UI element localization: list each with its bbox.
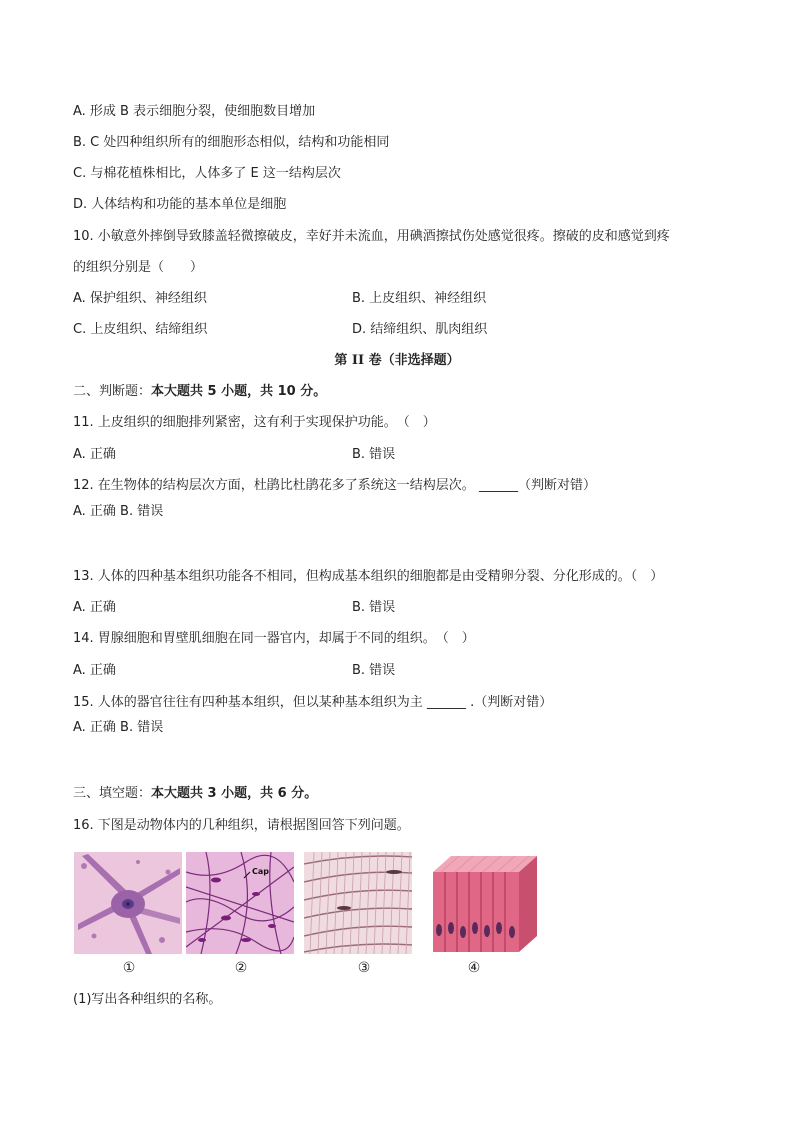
q10-option-a: A. 保护组织、神经组织 [73,291,207,306]
q16-sub1: (1)写出各种组织的名称。 [73,992,222,1007]
q13-stem: 13. 人体的四种基本组织功能各不相同，但构成基本组织的细胞都是由受精卵分裂、分化形成的。（ ） [73,569,664,584]
figure-label-1: ① [122,960,136,976]
section2-heading [73,383,326,401]
q16-stem: 16. 下图是动物体内的几种组织，请根据图回答下列问题。 [73,818,410,833]
q13-option-a: A. 正确 [73,600,116,615]
volume-title: 第 II 卷（非选择题） [334,353,460,368]
q10-option-d: D. 结缔组织、肌肉组织 [352,322,488,337]
figure-label-2: ② [234,960,248,976]
q12-stem: 12. 在生物体的结构层次方面，杜鹃比杜鹃花多了系统这一结构层次。 ______（判断对错） [73,478,596,493]
tissue-image-4-epithelial [429,852,539,954]
q13-option-b: B. 错误 [352,600,396,615]
q10-stem-line1: 10. 小敏意外摔倒导致膝盖轻微擦破皮，幸好并未流血，用碘酒擦拭伤处感觉很疼。擦破的皮和感觉到疼 [73,229,670,244]
q10-stem-line2: 的组织分别是（ ） [73,260,204,275]
tissue-image-2-connective [186,852,294,954]
q9-option-d: D. 人体结构和功能的基本单位是细胞 [73,197,287,212]
q14-option-b: B. 错误 [352,663,396,678]
q12-options: A. 正确 B. 错误 [73,504,164,519]
q11-option-b: B. 错误 [352,447,396,462]
tissue-image-2-inset-label: Cap [252,867,269,876]
q11-option-a: A. 正确 [73,447,116,462]
q14-stem: 14. 胃腺细胞和胃壁肌细胞在同一器官内，却属于不同的组织。 （ ） [73,631,475,646]
q9-option-b: B. C 处四种组织所有的细胞形态相似，结构和功能相同 [73,135,390,150]
q11-stem: 11. 上皮组织的细胞排列紧密，这有利于实现保护功能。 （ ） [73,415,436,430]
q14-option-a: A. 正确 [73,663,116,678]
section3-heading [73,785,317,803]
figure-label-3: ③ [357,960,371,976]
section2-heading-prefix: 二、判断题： [73,384,152,399]
tissue-image-3-muscle [304,852,412,954]
section3-heading-prefix: 三、填空题： [73,786,152,801]
figure-label-4: ④ [467,960,481,976]
tissue-image-1-nerve [74,852,182,954]
q15-options: A. 正确 B. 错误 [73,720,164,735]
section3-heading-bold: 本大题共 3 小题，共 6 分。 [151,786,318,801]
q9-option-a: A. 形成 B 表示细胞分裂，使细胞数目增加 [73,104,316,119]
q9-option-c: C. 与棉花植株相比，人体多了 E 这一结构层次 [73,166,341,181]
q10-option-c: C. 上皮组织、结缔组织 [73,322,208,337]
q10-option-b: B. 上皮组织、神经组织 [352,291,487,306]
section2-heading-bold: 本大题共 5 小题，共 10 分。 [151,384,327,399]
q15-stem: 15. 人体的器官往往有四种基本组织，但以某种基本组织为主 ______ .（判断对错） [73,695,553,710]
